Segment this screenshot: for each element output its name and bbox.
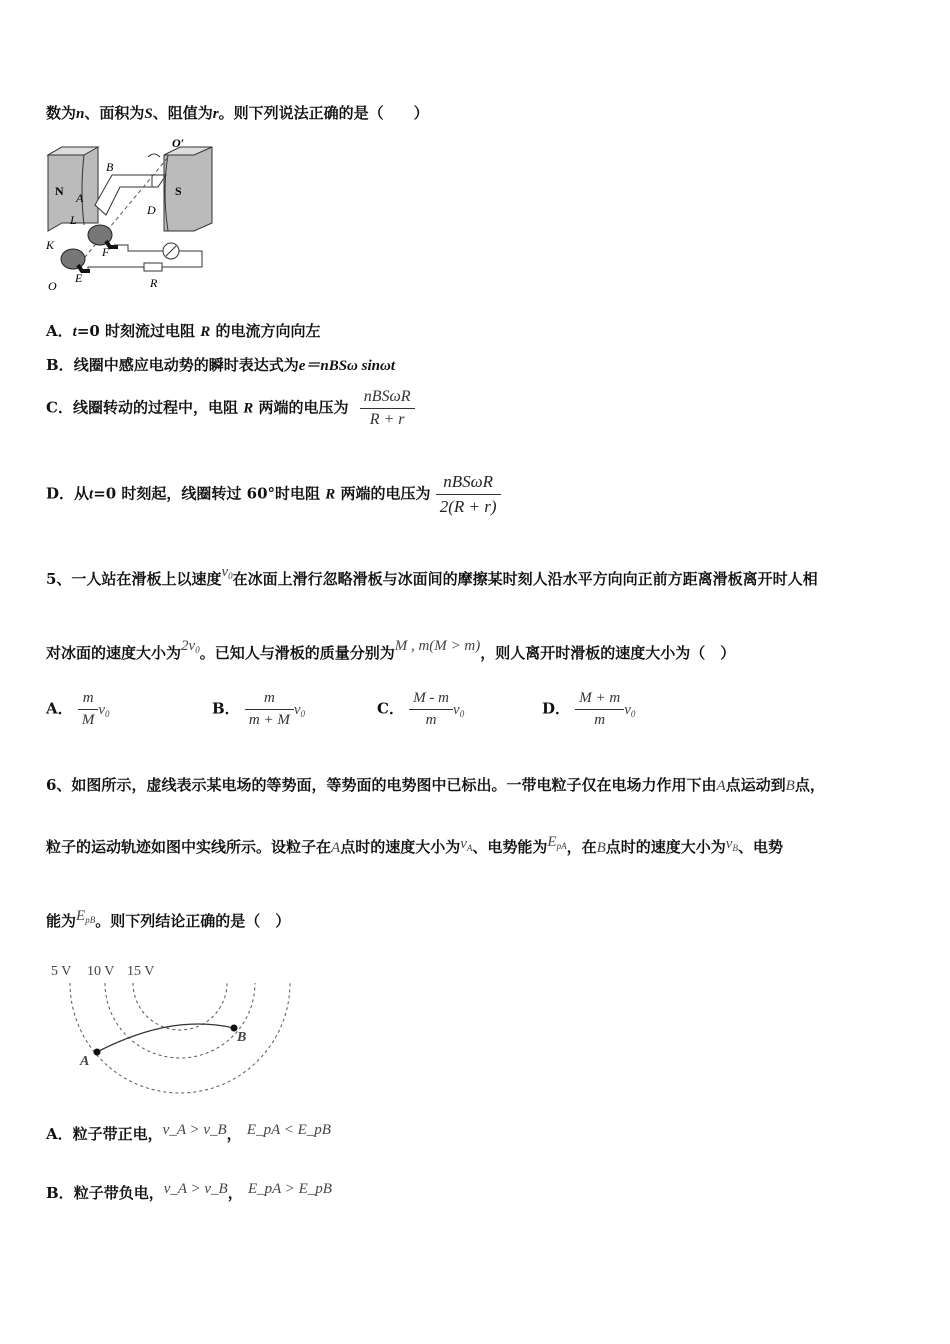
q4-c-fraction: $\frac{\text{nBSωR}}{R + r}$ [360,388,415,429]
label-k: K [46,238,55,252]
label-s: S [175,184,182,198]
q4-option-a[interactable]: A．t=0 时刻流过电阻 R 的电流方向向左 [46,322,321,340]
label-15v: 15 V [127,964,155,979]
q5-option-d[interactable]: D． $\frac{M + m}{m}$ $v_0$ [542,690,636,728]
label-f: F [102,245,110,259]
label-b: B [237,1030,247,1045]
label-10v: 10 V [87,964,115,979]
label-e: E [75,271,83,285]
q4-option-b[interactable]: B．线圈中感应电动势的瞬时表达式为e＝nBSω sinωt [46,356,396,374]
label-d: D [147,203,156,217]
q6-stem-line3: 能为$E_{pB}$。则下列结论正确的是（ ） [46,908,291,930]
label-b: B [106,160,114,174]
label-5v: 5 V [51,964,72,979]
label-o-prime: O′ [172,136,185,150]
q4-stem-tail: 数为n、面积为S、阻值为r。则下列说法正确的是（ ） [46,104,429,122]
q4-option-d[interactable]: D．从t=0 时刻起，线圈转过 60°时电阻 R 两端的电压为 $\frac{\text{nBSωR}}{2(R + r)}$ [46,472,501,517]
label-r: R [150,276,158,290]
q5-option-a[interactable]: A． $\frac{m}{M}$ $v_0$ [46,690,110,728]
label-a: A [76,191,84,205]
q5-stem-line2: 对冰面的速度大小为$2v_0$。已知人与滑板的质量分别为M , m(M > m)，则人离开时滑板的速度大小为（ ） [46,638,736,662]
label-o: O [48,279,57,293]
q4-option-c[interactable]: C．线圈转动的过程中，电阻 R 两端的电压为 $\frac{\text{nBSωR}}{R + r}$ [46,388,415,429]
label-l: L [70,213,77,227]
q6-option-b[interactable]: B．粒子带负电，v_A > v_B， E_pA > E_pB [46,1181,332,1202]
q6-stem-line2: 粒子的运动轨迹如图中实线所示。设粒子在A点时的速度大小为$v_A$、电势能为$E_{pA}$，在B点时的速度大小为$v_B$、电势 [46,834,783,856]
q6-option-a[interactable]: A．粒子带正电，v_A > v_B， E_pA < E_pB [46,1122,331,1143]
q5-option-b[interactable]: B． $\frac{m}{m + M}$ $v_0$ [212,690,306,728]
equipotential-figure [45,955,305,1095]
q4-d-fraction: $\frac{\text{nBSωR}}{2(R + r)}$ [436,472,501,517]
point-a [94,1049,101,1056]
label-n: N [55,184,64,198]
q5-stem-line1: 5、一人站在滑板上以速度$v_0$在冰面上滑行忽略滑板与冰面间的摩擦某时刻人沿水平方向向正前方距离滑板离开时人相 [46,564,818,588]
generator-figure [40,135,215,295]
q5-option-c[interactable]: C． $\frac{M - m}{m}$ $v_0$ [377,690,465,728]
q6-stem-line1: 6、如图所示，虚线表示某电场的等势面，等势面的电势图中已标出。一带电粒子仅在电场力作用下由A点运动到B点， [46,776,825,794]
label-a: A [80,1054,90,1069]
